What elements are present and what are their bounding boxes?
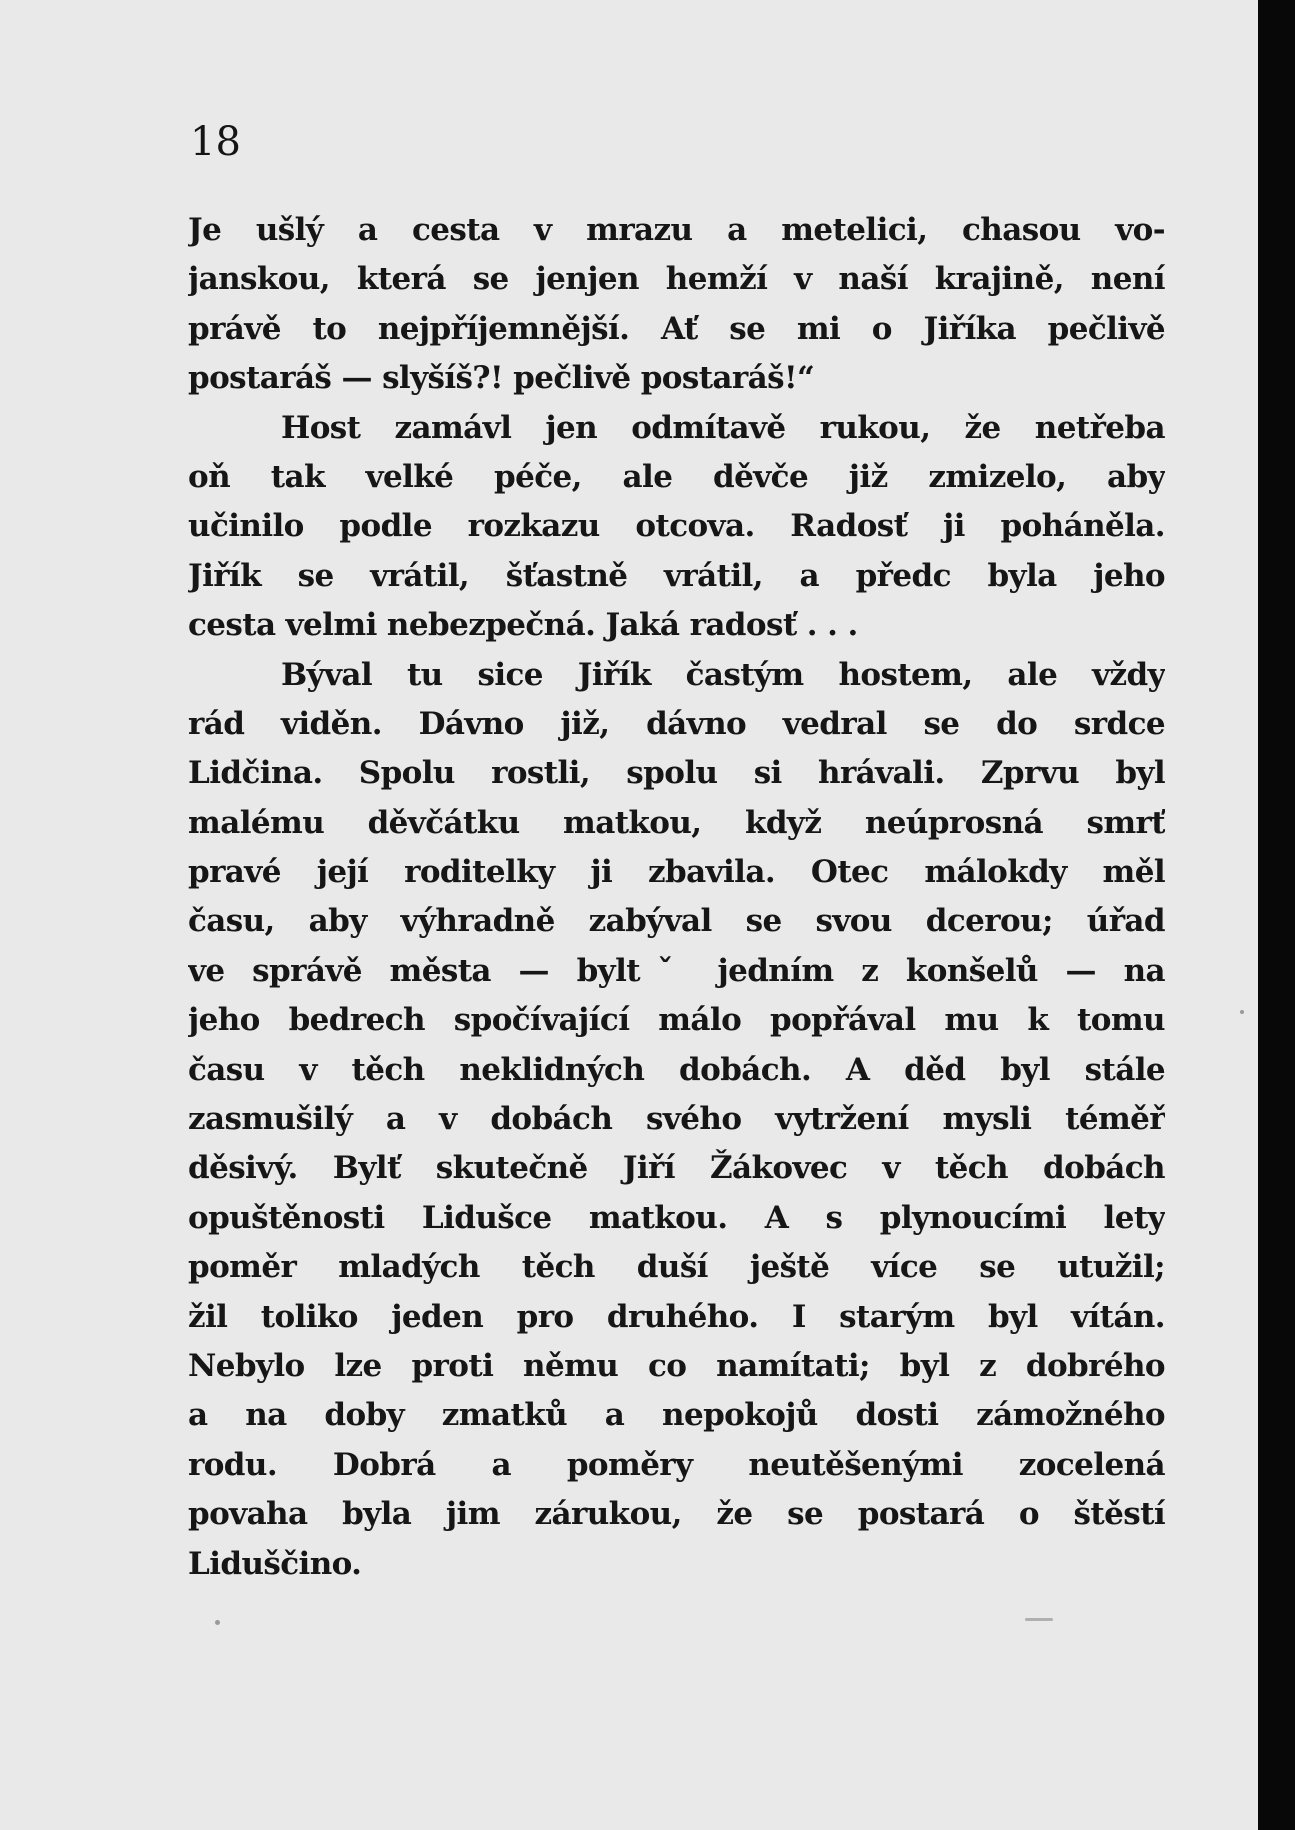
- text-line: pravé její roditelky ji zbavila. Otec málokdy měl: [188, 854, 1165, 891]
- text-line: Host zamávl jen odmítavě rukou, že netřeba: [281, 409, 1165, 446]
- text-line: oň tak velké péče, ale děvče již zmizelo, aby: [188, 458, 1165, 495]
- text-line: děsivý. Bylť skutečně Jiří Žákovec v těch dobách: [188, 1150, 1165, 1187]
- text-line: Liduščino.: [188, 1545, 362, 1582]
- print-speck: [215, 1620, 220, 1625]
- text-line: Býval tu sice Jiřík častým hostem, ale vždy: [281, 656, 1165, 693]
- text-line: povaha byla jim zárukou, že se postará o štěstí: [188, 1496, 1165, 1533]
- text-line: postaráš — slyšíš?! pečlivě postaráš!“: [188, 360, 815, 397]
- text-line: a na doby zmatků a nepokojů dosti zámožného: [188, 1397, 1165, 1434]
- text-line: Je ušlý a cesta v mrazu a metelici, chasou vo-: [188, 212, 1165, 248]
- text-line: času, aby výhradně zabýval se svou dcerou; úřad: [188, 903, 1165, 940]
- text-line: Jiřík se vrátil, šťastně vrátil, a předc byla jeho: [188, 557, 1165, 594]
- text-line: právě to nejpříjemnější. Ať se mi o Jiříka pečlivě: [188, 310, 1165, 347]
- text-line: rodu. Dobrá a poměry neutěšenými zocelená: [188, 1446, 1165, 1483]
- page-number: 18: [190, 119, 241, 165]
- page-edge-shadow: [1258, 0, 1295, 1830]
- text-line: učinilo podle rozkazu otcova. Radosť ji poháněla.: [188, 508, 1165, 545]
- print-speck: [1025, 1618, 1053, 1621]
- text-line: jeho bedrech spočívající málo popřával mu k tomu: [188, 1002, 1165, 1039]
- text-line: žil toliko jeden pro druhého. I starým byl vítán.: [188, 1298, 1165, 1335]
- text-line: malému děvčátku matkou, když neúprosná smrť: [188, 804, 1165, 841]
- text-line: cesta velmi nebezpečná. Jaká radosť . . .: [188, 607, 858, 644]
- text-line: Lidčina. Spolu rostli, spolu si hrávali. Zprvu byl: [188, 755, 1165, 792]
- text-line: opuštěnosti Lidušce matkou. A s plynoucími lety: [188, 1199, 1165, 1236]
- body-text: [188, 206, 1165, 1589]
- text-line: janskou, která se jenjen hemží v naší krajině, není: [188, 261, 1165, 298]
- print-speck: [1240, 1010, 1244, 1014]
- text-line: času v těch neklidných dobách. A děd byl stále: [188, 1051, 1165, 1088]
- text-line: Nebylo lze proti němu co namítati; byl z dobrého: [188, 1347, 1165, 1384]
- text-line: zasmušilý a v dobách svého vytržení mysli téměř: [188, 1101, 1165, 1138]
- text-line: rád viděn. Dávno již, dávno vedral se do srdce: [188, 705, 1165, 742]
- text-line: poměr mladých těch duší ještě více se utužil;: [188, 1249, 1165, 1286]
- text-line: ve správě města — byltˇ jedním z konšelů — na: [188, 952, 1165, 989]
